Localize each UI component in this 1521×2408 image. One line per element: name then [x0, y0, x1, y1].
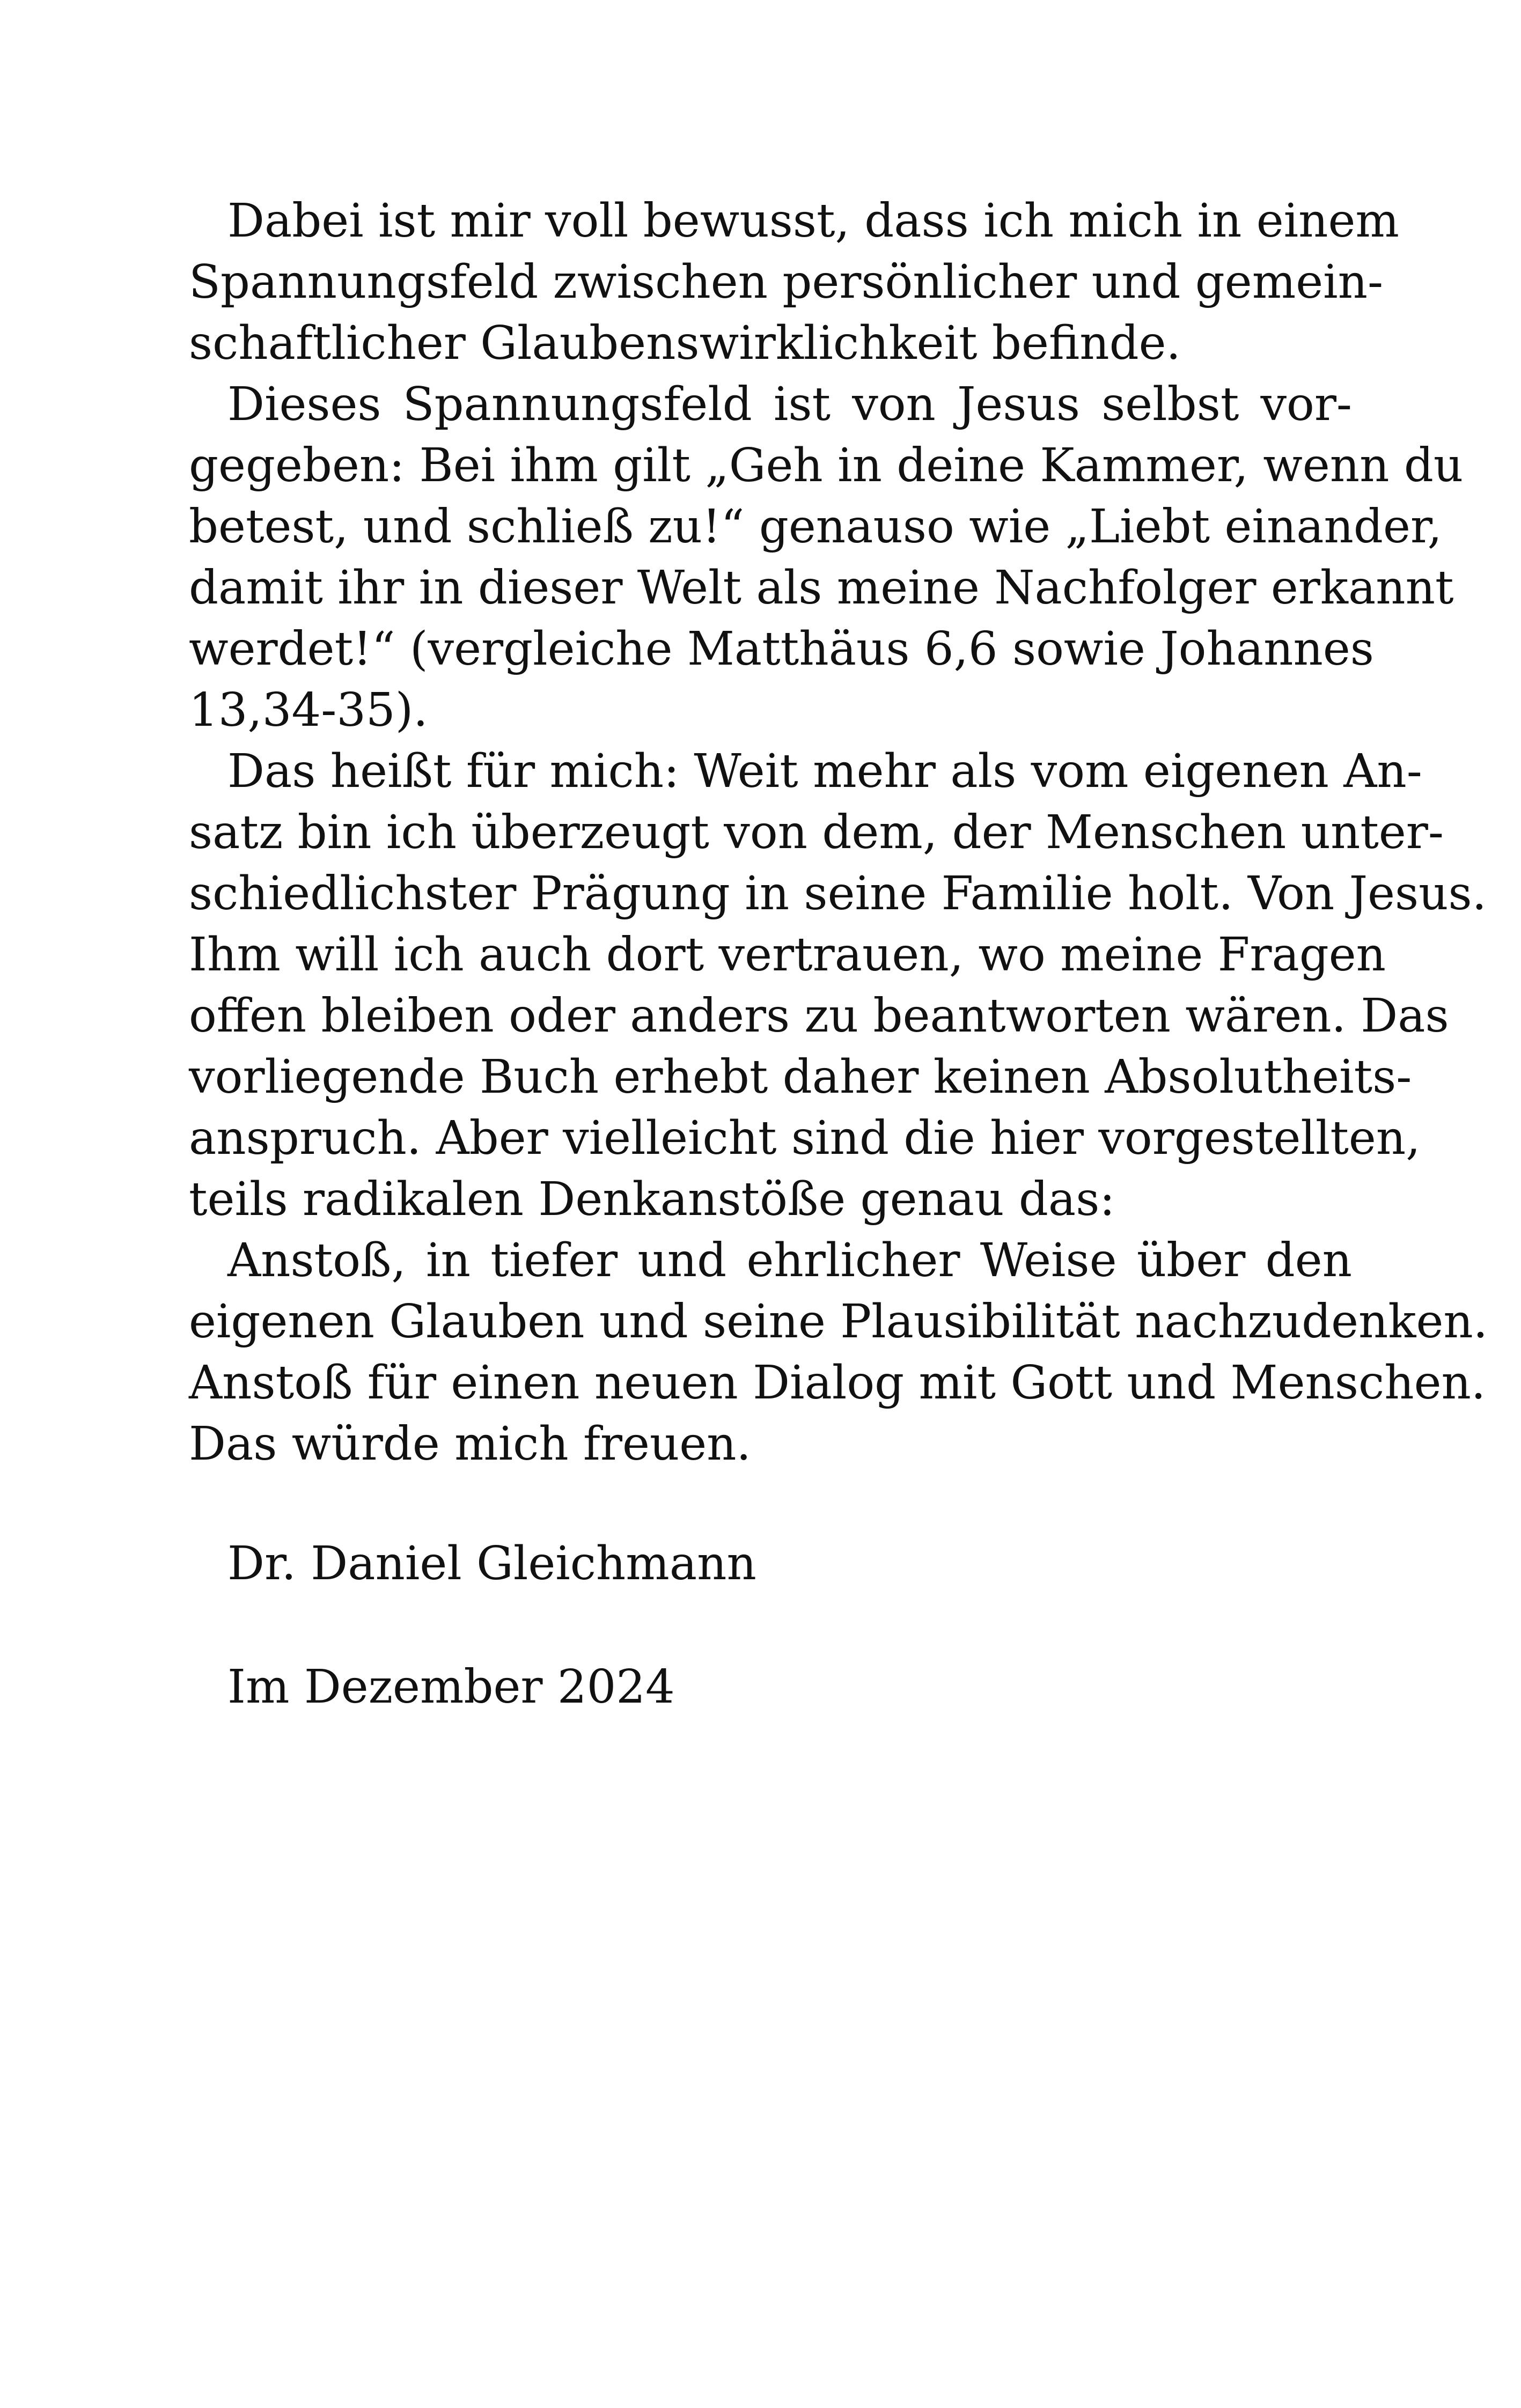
text-line: Spannungsfeld zwischen persönlicher und gemein- [189, 255, 1384, 309]
text-line: gegeben: Bei ihm gilt „Geh in deine Kammer, wenn du [189, 439, 1464, 492]
text-line: Dabei ist mir voll bewusst, dass ich mich in einem [227, 194, 1399, 248]
text-line: anspruch. Aber vielleicht sind die hier vorgestellten, [189, 1111, 1421, 1165]
text-line: 13,34-35). [189, 683, 428, 737]
text-line: teils radikalen Denkanstöße genau das: [189, 1173, 1115, 1226]
text-line: eigenen Glauben und seine Plausibilität nachzudenken. [189, 1295, 1488, 1349]
text-line: Das heißt für mich: Weit mehr als vom eigenen An- [227, 745, 1422, 798]
paragraph [189, 190, 1399, 374]
text-line: betest, und schließ zu!“ genauso wie „Liebt einander, [189, 500, 1442, 554]
text-line: damit ihr in dieser Welt als meine Nachfolger erkannt [189, 561, 1454, 615]
text-line: schiedlichster Prägung in seine Familie holt. Von Jesus. [189, 867, 1487, 921]
text-line: Das würde mich freuen. [189, 1417, 751, 1471]
text-line: Anstoß, in tiefer und ehrlicher Weise über den [227, 1234, 1352, 1287]
signature-date: Im Dezember 2024 [227, 1660, 675, 1714]
text-line: vorliegende Buch erhebt daher keinen Absolutheits- [189, 1050, 1412, 1104]
paragraph [189, 1230, 1488, 1475]
text-line: Ihm will ich auch dort vertrauen, wo meine Fragen [189, 928, 1386, 982]
paragraph [189, 374, 1464, 741]
text-line: Anstoß für einen neuen Dialog mit Gott und Menschen. [189, 1356, 1486, 1410]
body-text [189, 190, 1488, 1475]
paragraph [189, 741, 1487, 1230]
text-line: Dieses Spannungsfeld ist von Jesus selbst vor- [227, 378, 1352, 431]
text-line: schaftlicher Glaubenswirklichkeit befinde. [189, 316, 1181, 370]
text-line: werdet!“ (vergleiche Matthäus 6,6 sowie Johannes [189, 622, 1374, 676]
text-line: offen bleiben oder anders zu beantworten wären. Das [189, 989, 1449, 1043]
text-line: satz bin ich überzeugt von dem, der Menschen unter- [189, 806, 1444, 859]
author-name: Dr. Daniel Gleichmann [227, 1537, 756, 1590]
